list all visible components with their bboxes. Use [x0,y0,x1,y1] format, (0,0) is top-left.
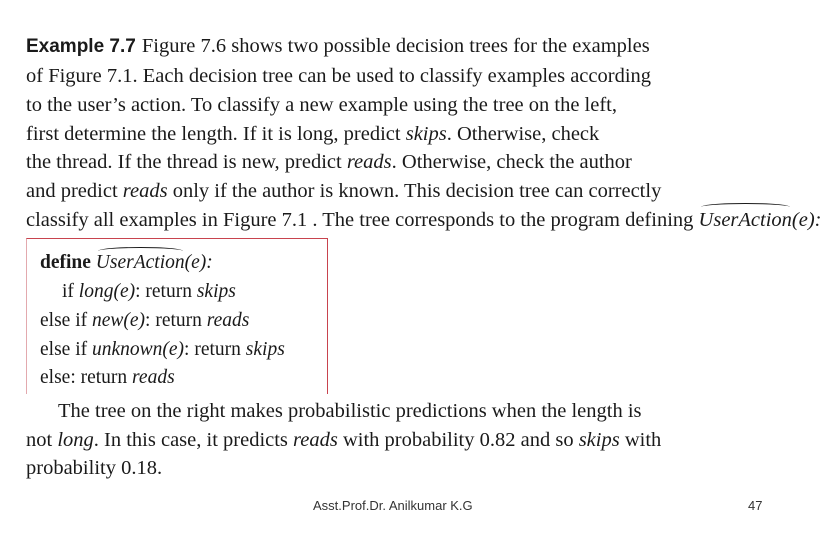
paragraph-line-4 [26,120,599,148]
text: with [619,429,662,451]
code-line-4 [40,365,175,391]
code-line-2 [40,308,249,334]
function-call: unknown(e) [91,339,185,360]
text: else if [40,339,92,360]
code-line-define [40,250,213,276]
paragraph2-line-2 [26,426,661,454]
text: else: return [40,367,133,388]
example-label: Example 7.7 [26,36,136,57]
return-value: skips [196,281,236,302]
text: : return [184,339,246,360]
code-line-3 [40,337,285,363]
paragraph-line-1 [26,32,650,61]
paragraph-line-6 [26,177,661,205]
return-value: reads [206,310,250,331]
paragraph-line-7 [26,206,822,234]
text: first determine the length. If it is long, predict [26,123,406,145]
function-call: long(e) [78,281,136,302]
function-args: (e): [184,252,213,273]
italic-term: skips [405,123,447,145]
text: of Figure 7.1. Each decision tree can be used to classify examples according [26,65,652,87]
text: not [26,429,58,451]
return-value: skips [245,339,285,360]
paragraph2-line-1 [58,397,642,425]
italic-term: reads [293,429,338,451]
text: with probability 0.82 and so [337,429,579,451]
text: probability 0.18. [26,457,163,479]
text: . Otherwise, check the author [391,151,632,173]
function-name: UserAction [699,206,792,234]
text: and predict [26,180,123,202]
text: . In this case, it predicts [93,429,294,451]
text: The tree on the right makes probabilistic predictions when the length is [58,400,642,422]
paragraph-line-5 [26,148,632,176]
paragraph-line-3 [26,91,617,119]
italic-term: skips [578,429,620,451]
define-keyword: define [40,252,96,273]
function-args: (e): [791,209,822,231]
text: classify all examples in Figure 7.1 . The tree corresponds to the program defining [26,209,699,231]
text: the thread. If the thread is new, predict [26,151,347,173]
text: else if [40,310,92,331]
text: : return [135,281,197,302]
function-call: new(e) [91,310,146,331]
text: only if the author is known. This decision tree can correctly [167,180,662,202]
text: . Otherwise, check [446,123,600,145]
text: if [62,281,79,302]
return-value: reads [132,367,175,388]
text: : return [145,310,207,331]
page-number: 47 [748,498,763,513]
italic-term: reads [122,180,168,202]
paragraph-line-2 [26,62,651,90]
text: Figure 7.6 shows two possible decision trees for the examples [141,35,650,57]
function-name: UserAction [96,250,185,276]
text: to the user’s action. To classify a new example using the tree on the left, [26,94,617,116]
italic-term: reads [346,151,392,173]
code-line-1 [62,279,236,305]
italic-term: long [57,429,94,451]
footer-author: Asst.Prof.Dr. Anilkumar K.G [313,498,473,513]
paragraph2-line-3 [26,454,162,482]
